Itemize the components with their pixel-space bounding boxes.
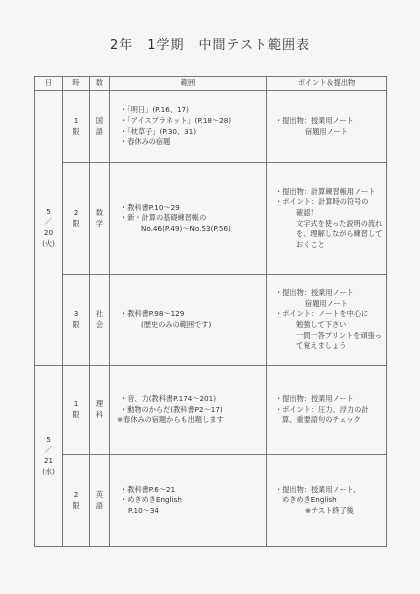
page-title: 2年 1学期 中間テスト範囲表 [109, 38, 311, 53]
period-cell: 3 限 [63, 275, 90, 366]
header-subject: 数 [90, 77, 110, 91]
table-row [35, 455, 387, 547]
subject-cell: 数 学 [90, 163, 110, 275]
subject-cell: 理 科 [90, 366, 110, 455]
scope-cell: ・「明日」(P.16、17) ・「アイスプラネット」(P.18～28) ・「枕草子」(P.30、31) ・春休みの宿題 [110, 91, 267, 163]
points-cell: ・提出物：授業用ノート ・ポイント：圧力、浮力の計 算、重要語句のチェック [267, 366, 387, 455]
scope-cell: ・教科書P.98～129 (歴史のみの範囲です) [110, 275, 267, 366]
period-cell: 2 限 [63, 455, 90, 547]
points-cell: ・提出物：授業用ノート 宿題用ノート [267, 91, 387, 163]
date-cell-1: 5 ／ 20 (火) [35, 91, 63, 366]
header-day: 日 [35, 77, 63, 91]
scope-cell: ・音、力(教科書P.174～201) ・動物のからだ(教科書P2～17) ※春休みの宿題からも出題します [110, 366, 267, 455]
table-row [35, 163, 387, 275]
scope-cell: ・教科書P.6～21 ・めきめきEnglish P.10～34 [110, 455, 267, 547]
points-cell: ・提出物：計算練習帳用ノート ・ポイント：計算時の符号の 確認！ 文字式を使った説明の流れ を、理解しながら練習して おくこと [267, 163, 387, 275]
subject-cell: 英 語 [90, 455, 110, 547]
header-points: ポイント＆提出物 [267, 77, 387, 91]
table-row [35, 366, 387, 455]
header-scope: 範囲 [110, 77, 267, 91]
period-cell: 1 限 [63, 366, 90, 455]
period-cell: 2 限 [63, 163, 90, 275]
subject-cell: 国 語 [90, 91, 110, 163]
date-cell-2: 5 ／ 21 (水) [35, 366, 63, 547]
table-row [35, 91, 387, 163]
subject-cell: 社 会 [90, 275, 110, 366]
table-header-row [35, 77, 387, 91]
scope-cell: ・教科書P.10～29 ・新・計算の基礎練習帳の No.46(P.49)～No.53(P.56) [110, 163, 267, 275]
table-row [35, 275, 387, 366]
period-cell: 1 限 [63, 91, 90, 163]
header-period: 時 [63, 77, 90, 91]
points-cell: ・提出物：授業用ノート 宿題用ノート ・ポイント：ノートを中心に 勉強して下さい 一問一答プリントを頑張っ て覚えましょう [267, 275, 387, 366]
schedule-table [34, 76, 387, 547]
points-cell: ・提出物：授業用ノート、 めきめきEnglish ※テスト終了後 [267, 455, 387, 547]
